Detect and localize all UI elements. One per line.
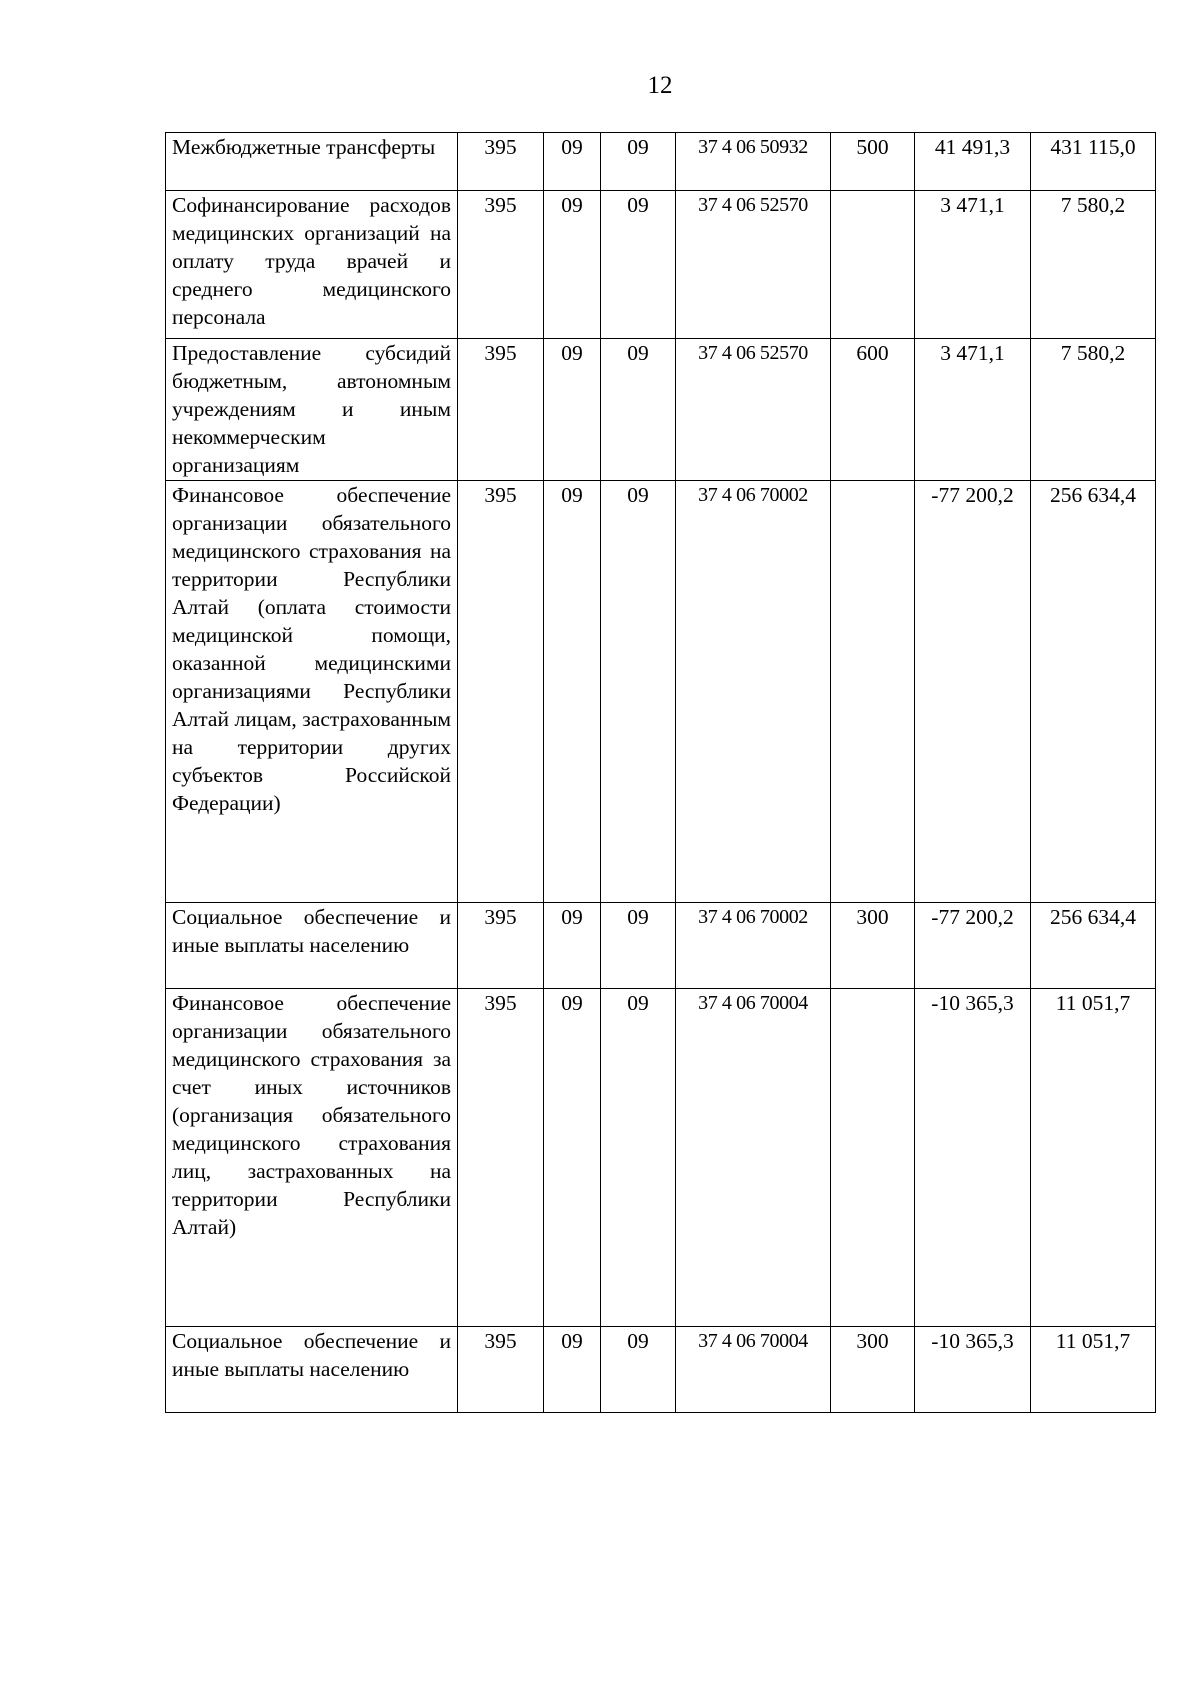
subsection-code: 09 bbox=[601, 989, 676, 1327]
row-name: Финансовое обеспечение организации обязательного медицинского страхования за счет иных источников (организация обязательного медицинского страхования лиц, застрахованных на территории Республики Алтай) bbox=[166, 989, 458, 1327]
subsection-code: 09 bbox=[601, 133, 676, 191]
section-code: 09 bbox=[544, 903, 601, 989]
amount-change: 3 471,1 bbox=[915, 191, 1031, 339]
row-name: Софинансирование расходов медицинских организаций на оплату труда врачей и среднего медицинского персонала bbox=[166, 191, 458, 339]
ministry-code: 395 bbox=[458, 903, 544, 989]
amount-total: 11 051,7 bbox=[1031, 989, 1156, 1327]
amount-change: 41 491,3 bbox=[915, 133, 1031, 191]
row-name: Социальное обеспечение и иные выплаты населению bbox=[166, 903, 458, 989]
expense-type bbox=[831, 989, 915, 1327]
table-row bbox=[166, 133, 1156, 191]
subsection-code: 09 bbox=[601, 903, 676, 989]
row-name: Социальное обеспечение и иные выплаты населению bbox=[166, 1327, 458, 1413]
table-row bbox=[166, 903, 1156, 989]
amount-total: 256 634,4 bbox=[1031, 481, 1156, 903]
amount-change: -10 365,3 bbox=[915, 1327, 1031, 1413]
amount-total: 256 634,4 bbox=[1031, 903, 1156, 989]
ministry-code: 395 bbox=[458, 191, 544, 339]
section-code: 09 bbox=[544, 133, 601, 191]
section-code: 09 bbox=[544, 989, 601, 1327]
amount-total: 7 580,2 bbox=[1031, 191, 1156, 339]
expense-type bbox=[831, 191, 915, 339]
target-article: 37 4 06 50932 bbox=[676, 133, 831, 191]
ministry-code: 395 bbox=[458, 481, 544, 903]
table-row bbox=[166, 481, 1156, 903]
target-article: 37 4 06 70004 bbox=[676, 1327, 831, 1413]
expense-type: 600 bbox=[831, 339, 915, 481]
amount-change: -77 200,2 bbox=[915, 903, 1031, 989]
expense-type: 300 bbox=[831, 1327, 915, 1413]
subsection-code: 09 bbox=[601, 481, 676, 903]
ministry-code: 395 bbox=[458, 339, 544, 481]
subsection-code: 09 bbox=[601, 191, 676, 339]
row-name: Межбюджетные трансферты bbox=[166, 133, 458, 191]
target-article: 37 4 06 70004 bbox=[676, 989, 831, 1327]
amount-total: 431 115,0 bbox=[1031, 133, 1156, 191]
section-code: 09 bbox=[544, 339, 601, 481]
table-row bbox=[166, 339, 1156, 481]
target-article: 37 4 06 70002 bbox=[676, 481, 831, 903]
ministry-code: 395 bbox=[458, 133, 544, 191]
amount-total: 11 051,7 bbox=[1031, 1327, 1156, 1413]
amount-change: -77 200,2 bbox=[915, 481, 1031, 903]
ministry-code: 395 bbox=[458, 1327, 544, 1413]
expense-type: 300 bbox=[831, 903, 915, 989]
target-article: 37 4 06 52570 bbox=[676, 191, 831, 339]
amount-total: 7 580,2 bbox=[1031, 339, 1156, 481]
target-article: 37 4 06 52570 bbox=[676, 339, 831, 481]
page-number: 12 bbox=[647, 72, 673, 99]
target-article: 37 4 06 70002 bbox=[676, 903, 831, 989]
subsection-code: 09 bbox=[601, 1327, 676, 1413]
table-row bbox=[166, 1327, 1156, 1413]
section-code: 09 bbox=[544, 191, 601, 339]
expense-type: 500 bbox=[831, 133, 915, 191]
subsection-code: 09 bbox=[601, 339, 676, 481]
amount-change: 3 471,1 bbox=[915, 339, 1031, 481]
table-row bbox=[166, 191, 1156, 339]
expense-type bbox=[831, 481, 915, 903]
row-name: Финансовое обеспечение организации обязательного медицинского страхования на территории Республики Алтай (оплата стоимости медицинской помощи, оказанной медицинскими организациями Республики Алтай лицам, застрахованным на территории других субъектов Российской Федерации) bbox=[166, 481, 458, 903]
table-row bbox=[166, 989, 1156, 1327]
row-name: Предоставление субсидий бюджетным, автономным учреждениям и иным некоммерческим организациям bbox=[166, 339, 458, 481]
amount-change: -10 365,3 bbox=[915, 989, 1031, 1327]
budget-table bbox=[165, 132, 1156, 1413]
section-code: 09 bbox=[544, 481, 601, 903]
section-code: 09 bbox=[544, 1327, 601, 1413]
ministry-code: 395 bbox=[458, 989, 544, 1327]
